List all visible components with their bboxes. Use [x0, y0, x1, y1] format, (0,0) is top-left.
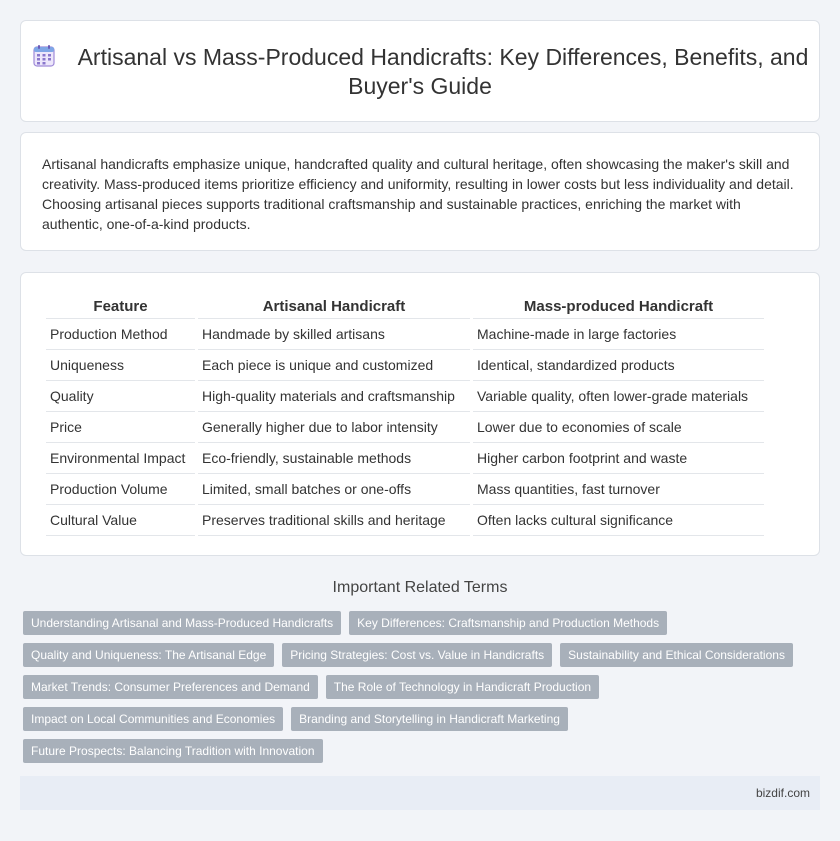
comparison-table: [43, 295, 767, 536]
row-artisanal: High-quality materials and craftsmanship: [198, 381, 470, 412]
related-term-tag[interactable]: Future Prospects: Balancing Tradition with Innovation: [23, 739, 323, 763]
row-feature: Price: [46, 412, 195, 443]
related-term-tag[interactable]: Sustainability and Ethical Considerations: [560, 643, 793, 667]
related-terms-heading: Important Related Terms: [332, 579, 508, 596]
calendar-grid-icon: [32, 44, 56, 68]
comparison-card: [20, 272, 820, 556]
header-artisanal: Artisanal Handicraft: [198, 295, 470, 319]
intro-text: Artisanal handicrafts emphasize unique, handcrafted quality and cultural heritage, often showcasing the maker's skill and creativity. Mass-produced items prioritize efficiency and uniformity, resulting in lower costs but less individuality and detail. Choosing artisanal pieces supports traditional craftsmanship and sustainable practices, enriching the market with authentic, one-of-a-kind products.: [42, 156, 794, 232]
row-artisanal: Eco-friendly, sustainable methods: [198, 443, 470, 474]
row-mass-produced: Mass quantities, fast turnover: [473, 474, 764, 505]
related-term-tag[interactable]: Impact on Local Communities and Economies: [23, 707, 283, 731]
row-artisanal: Each piece is unique and customized: [198, 350, 470, 381]
row-artisanal: Handmade by skilled artisans: [198, 319, 470, 350]
row-feature: Production Volume: [46, 474, 195, 505]
title-wrap: [21, 43, 819, 101]
related-term-tag[interactable]: Branding and Storytelling in Handicraft Marketing: [291, 707, 568, 731]
related-term-tag[interactable]: Key Differences: Craftsmanship and Production Methods: [349, 611, 667, 635]
header-feature: Feature: [46, 295, 195, 319]
row-mass-produced: Higher carbon footprint and waste: [473, 443, 764, 474]
header-mass-produced: Mass-produced Handicraft: [473, 295, 764, 319]
row-feature: Cultural Value: [46, 505, 195, 536]
header-card: [20, 20, 820, 122]
table-row: [46, 443, 764, 474]
related-term-tag[interactable]: Pricing Strategies: Cost vs. Value in Handicrafts: [282, 643, 552, 667]
table-row: [46, 381, 764, 412]
row-mass-produced: Identical, standardized products: [473, 350, 764, 381]
row-feature: Environmental Impact: [46, 443, 195, 474]
table-row: [46, 474, 764, 505]
row-artisanal: Limited, small batches or one-offs: [198, 474, 470, 505]
related-term-tag[interactable]: Understanding Artisanal and Mass-Produced Handicrafts: [23, 611, 341, 635]
intro-card: [20, 132, 820, 251]
row-artisanal: Preserves traditional skills and heritage: [198, 505, 470, 536]
row-feature: Uniqueness: [46, 350, 195, 381]
table-row: [46, 319, 764, 350]
related-terms-list: [23, 611, 813, 771]
row-mass-produced: Variable quality, often lower-grade materials: [473, 381, 764, 412]
row-feature: Production Method: [46, 319, 195, 350]
page-title: Artisanal vs Mass-Produced Handicrafts: Key Differences, Benefits, and Buyer's Guide: [77, 44, 809, 99]
related-term-tag[interactable]: Market Trends: Consumer Preferences and Demand: [23, 675, 318, 699]
row-mass-produced: Machine-made in large factories: [473, 319, 764, 350]
table-row: [46, 505, 764, 536]
table-row: [46, 412, 764, 443]
footer: [20, 776, 820, 810]
row-mass-produced: Often lacks cultural significance: [473, 505, 764, 536]
row-mass-produced: Lower due to economies of scale: [473, 412, 764, 443]
related-term-tag[interactable]: Quality and Uniqueness: The Artisanal Edge: [23, 643, 274, 667]
related-term-tag[interactable]: The Role of Technology in Handicraft Production: [326, 675, 599, 699]
footer-site-link[interactable]: bizdif.com: [755, 786, 810, 800]
row-feature: Quality: [46, 381, 195, 412]
table-row: [46, 350, 764, 381]
row-artisanal: Generally higher due to labor intensity: [198, 412, 470, 443]
table-header-row: [46, 295, 764, 319]
